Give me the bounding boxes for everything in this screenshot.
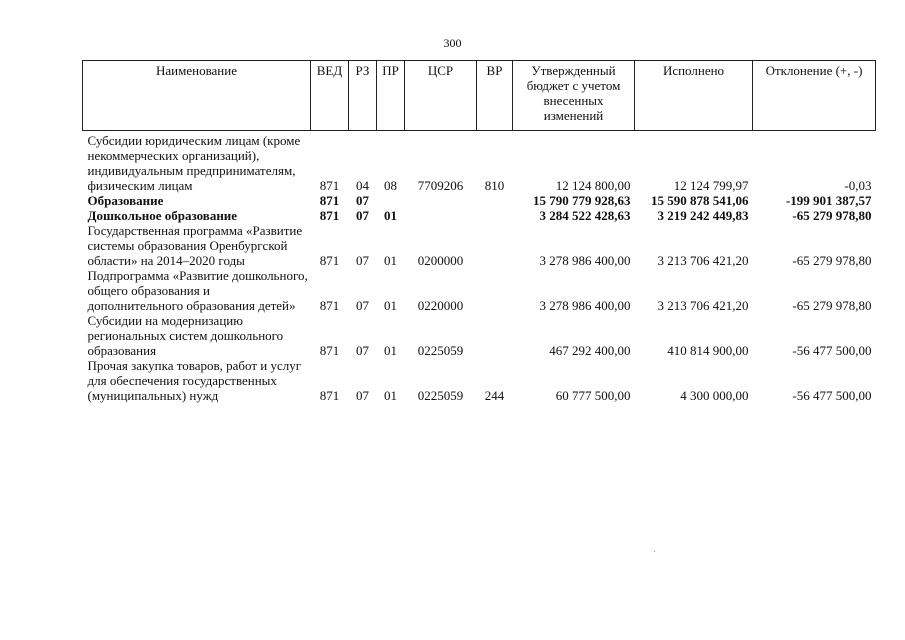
cell-executed: 3 213 706 421,20	[657, 298, 749, 313]
cell-csr: 0225059	[417, 343, 464, 358]
cell-csr	[405, 208, 477, 223]
header-pr: ПР	[377, 61, 405, 131]
cell-executed: 15 590 878 541,06	[651, 193, 749, 208]
page-number: 300	[443, 36, 462, 50]
cell-approved: 12 124 800,00	[555, 178, 631, 193]
cell-executed: 410 814 900,00	[667, 343, 749, 358]
cell-ved: 871	[319, 208, 340, 223]
cell-deviation: -65 279 978,80	[792, 208, 872, 223]
cell-name: Подпрограмма «Развитие дошкольного, общего образования и дополнительного образования детей»	[87, 268, 308, 313]
scan-speck	[654, 551, 655, 552]
cell-name: Субсидии на модернизацию региональных систем дошкольного образования	[87, 313, 284, 358]
table-row	[83, 193, 876, 208]
cell-vr	[477, 193, 513, 208]
cell-ved: 871	[319, 253, 340, 268]
cell-name: Государственная программа «Развитие системы образования Оренбургской области» на 2014–2020 годы	[87, 223, 303, 268]
cell-approved: 467 292 400,00	[549, 343, 631, 358]
table-row	[83, 358, 876, 403]
cell-pr: 01	[384, 388, 397, 403]
cell-pr: 08	[384, 178, 397, 193]
cell-rz: 07	[356, 208, 369, 223]
cell-name: Образование	[87, 193, 164, 208]
cell-pr: 01	[384, 208, 397, 223]
header-name: Наименование	[83, 61, 311, 131]
table-row	[83, 131, 876, 194]
cell-executed: 3 219 242 449,83	[657, 208, 749, 223]
cell-executed: 3 213 706 421,20	[657, 253, 749, 268]
budget-table	[82, 60, 876, 403]
cell-deviation: -0,03	[844, 178, 872, 193]
cell-rz: 07	[356, 253, 369, 268]
cell-rz: 07	[356, 343, 369, 358]
table-row	[83, 208, 876, 223]
cell-vr	[477, 223, 513, 268]
cell-approved: 3 278 986 400,00	[539, 253, 631, 268]
cell-name: Субсидии юридическим лицам (кроме некоммерческих организаций), индивидуальным предпринимателям, физическим лицам	[87, 133, 301, 193]
header-approved: Утвержденный бюджет с учетом внесенных изменений	[513, 61, 635, 131]
cell-vr: 244	[484, 388, 505, 403]
cell-rz: 07	[356, 193, 369, 208]
cell-ved: 871	[319, 178, 340, 193]
cell-deviation: -199 901 387,57	[785, 193, 872, 208]
cell-ved: 871	[319, 193, 340, 208]
cell-executed: 4 300 000,00	[680, 388, 749, 403]
cell-deviation: -56 477 500,00	[792, 343, 872, 358]
cell-rz: 04	[356, 178, 369, 193]
cell-name: Прочая закупка товаров, работ и услуг для обеспечения государственных (муниципальных) нужд	[87, 358, 302, 403]
cell-ved: 871	[319, 388, 340, 403]
cell-vr	[477, 313, 513, 358]
cell-ved: 871	[319, 343, 340, 358]
cell-csr	[405, 193, 477, 208]
header-csr: ЦСР	[405, 61, 477, 131]
table-header-row	[83, 61, 876, 131]
cell-rz: 07	[356, 388, 369, 403]
header-executed: Исполнено	[635, 61, 753, 131]
table-body	[83, 131, 876, 404]
cell-pr: 01	[384, 343, 397, 358]
cell-vr	[477, 268, 513, 313]
cell-approved: 3 284 522 428,63	[539, 208, 631, 223]
table-row	[83, 268, 876, 313]
cell-vr	[477, 208, 513, 223]
cell-csr: 7709206	[417, 178, 464, 193]
cell-csr: 0220000	[417, 298, 464, 313]
header-ved: ВЕД	[311, 61, 349, 131]
table-row	[83, 223, 876, 268]
cell-ved: 871	[319, 298, 340, 313]
cell-executed: 12 124 799,97	[673, 178, 749, 193]
cell-csr: 0225059	[417, 388, 464, 403]
cell-pr: 01	[384, 298, 397, 313]
cell-name: Дошкольное образование	[87, 208, 238, 223]
cell-approved: 15 790 779 928,63	[533, 193, 631, 208]
cell-csr: 0200000	[417, 253, 464, 268]
cell-pr	[377, 193, 405, 208]
cell-approved: 3 278 986 400,00	[539, 298, 631, 313]
header-deviation: Отклонение (+, -)	[753, 61, 876, 131]
cell-approved: 60 777 500,00	[555, 388, 631, 403]
cell-vr: 810	[484, 178, 505, 193]
cell-rz: 07	[356, 298, 369, 313]
cell-pr: 01	[384, 253, 397, 268]
cell-deviation: -65 279 978,80	[792, 253, 872, 268]
header-rz: РЗ	[349, 61, 377, 131]
table-row	[83, 313, 876, 358]
header-vr: ВР	[477, 61, 513, 131]
cell-deviation: -65 279 978,80	[792, 298, 872, 313]
cell-deviation: -56 477 500,00	[792, 388, 872, 403]
